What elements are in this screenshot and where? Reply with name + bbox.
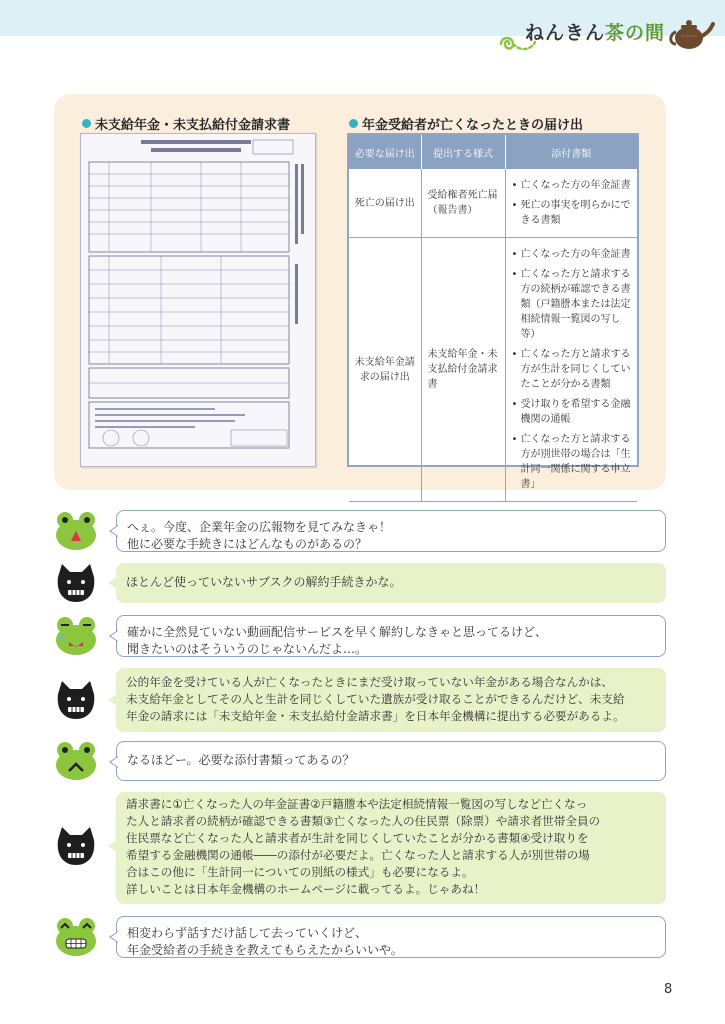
chat-text: 請求書に①亡くなった人の年金証書②戸籍謄本や法定相続情報一覧図の写しなど亡くなっ た人と請求者の続柄が確認できる書類③亡くなった人の住民票（除票）や請求者世帯全員の 住民票など亡くなった人と請求者が生計を同じくしていたことが分かる書類④受け取りを 希望する金融機関の通帳――の添付が必要だよ。亡くなった人と請求する人が別世帯の場 合はこの他に「生計同一についての別紙の様式」も必要になるよ。 詳しいことは日本年金機構のホームページに載ってるよ。じゃあね！ <box>126 797 601 896</box>
table-row <box>349 238 637 502</box>
page-number: 8 <box>664 982 673 997</box>
frog-avatar-icon <box>54 616 98 656</box>
chat-text: 相変わらず話すだけ話して去っていくけど、 年金受給者の手続きを教えてもらえたからいいや。 <box>127 926 403 957</box>
list-item: • 亡くなった方と請求する方の続柄が確認できる書類（戸籍謄本または法定相続情報一覧図の写し等） <box>512 267 634 342</box>
chat-message <box>54 510 666 552</box>
table-cell-notice: 未支給年金請求の届け出 <box>349 238 421 502</box>
chat-bubble <box>116 510 666 552</box>
chat-text: なるほどー。必要な添付書類ってあるの？ <box>127 753 355 767</box>
chat-message <box>54 741 666 781</box>
table-header-notice: 必要な届け出 <box>349 135 421 169</box>
chat-text: へぇ。今度、企業年金の広報物を見てみなきゃ！ 他に必要な手続きにはどんなものがあるの？ <box>127 520 392 551</box>
chat-text: ほとんど使っていないサブスクの解約手続きかな。 <box>126 575 402 589</box>
chat-bubble <box>116 792 666 904</box>
chat-bubble <box>116 615 666 657</box>
claim-form-image <box>80 133 316 467</box>
chat-text: 公的年金を受けている人が亡くなったときにまだ受け取っていない年金がある場合なんかは、 未支給年金としてその人と生計を同じくしていた遺族が受け取ることができるんだけど、未支給 年金の請求には「未支給年金・未支払給付金請求書」を日本年金機構に提出する必要があるよ。 <box>126 675 625 723</box>
frog-avatar-icon <box>54 741 98 781</box>
left-section-title: 未支給年金・未支払給付金請求書 <box>82 114 290 133</box>
list-item: • 受け取りを希望する金融機関の通帳 <box>512 397 634 427</box>
table-cell-form: 未支給年金・未支払給付金請求書 <box>421 238 505 502</box>
list-item: • 亡くなった方と請求する方が生計を同じくしていたことが分かる書類 <box>512 347 634 392</box>
brand-logo <box>525 18 665 45</box>
right-section-title: 年金受給者が亡くなったときの届け出 <box>349 114 583 133</box>
list-item: • 死亡の事実を明らかにできる書類 <box>512 198 634 228</box>
bullet-dot-icon <box>349 119 358 128</box>
list-item: • 亡くなった方と請求する方が別世帯の場合は「生計同一関係に関する申立書」 <box>512 432 634 492</box>
attachment-table <box>347 133 639 490</box>
brand-title: ねんきん茶の間 <box>524 22 665 44</box>
cat-avatar-icon <box>54 826 98 866</box>
table-cell-attachments <box>505 238 637 502</box>
chat-message <box>54 615 666 657</box>
chat-bubble <box>116 741 666 781</box>
frog-avatar-icon <box>54 917 98 957</box>
table-cell-attachments <box>505 169 637 238</box>
list-item: • 亡くなった方の年金証書 <box>512 247 634 262</box>
table-row <box>349 169 637 238</box>
teapot-icon <box>667 16 715 52</box>
chat-text: 確かに全然見ていない動画配信サービスを早く解約しなきゃと思ってるけど、 聞きたいのはそういうのじゃないんだよ…。 <box>127 625 548 656</box>
chat-message <box>54 916 666 958</box>
chat-message <box>54 792 666 904</box>
table-header-attachments: 添付書類 <box>505 135 637 169</box>
bullet-dot-icon <box>82 119 91 128</box>
cat-avatar-icon <box>54 563 98 603</box>
swirl-icon <box>497 32 537 56</box>
chat-bubble <box>116 668 666 732</box>
form-thumbnail <box>81 134 316 467</box>
cat-avatar-icon <box>54 680 98 720</box>
chat-bubble <box>116 563 666 603</box>
chat-message <box>54 563 666 603</box>
chat-message <box>54 668 666 732</box>
table-cell-form: 受給権者死亡届（報告書） <box>421 169 505 238</box>
table-cell-notice: 死亡の届け出 <box>349 169 421 238</box>
chat-bubble <box>116 916 666 958</box>
list-item: • 亡くなった方の年金証書 <box>512 178 634 193</box>
frog-avatar-icon <box>54 511 98 551</box>
table-header-form: 提出する様式 <box>421 135 505 169</box>
